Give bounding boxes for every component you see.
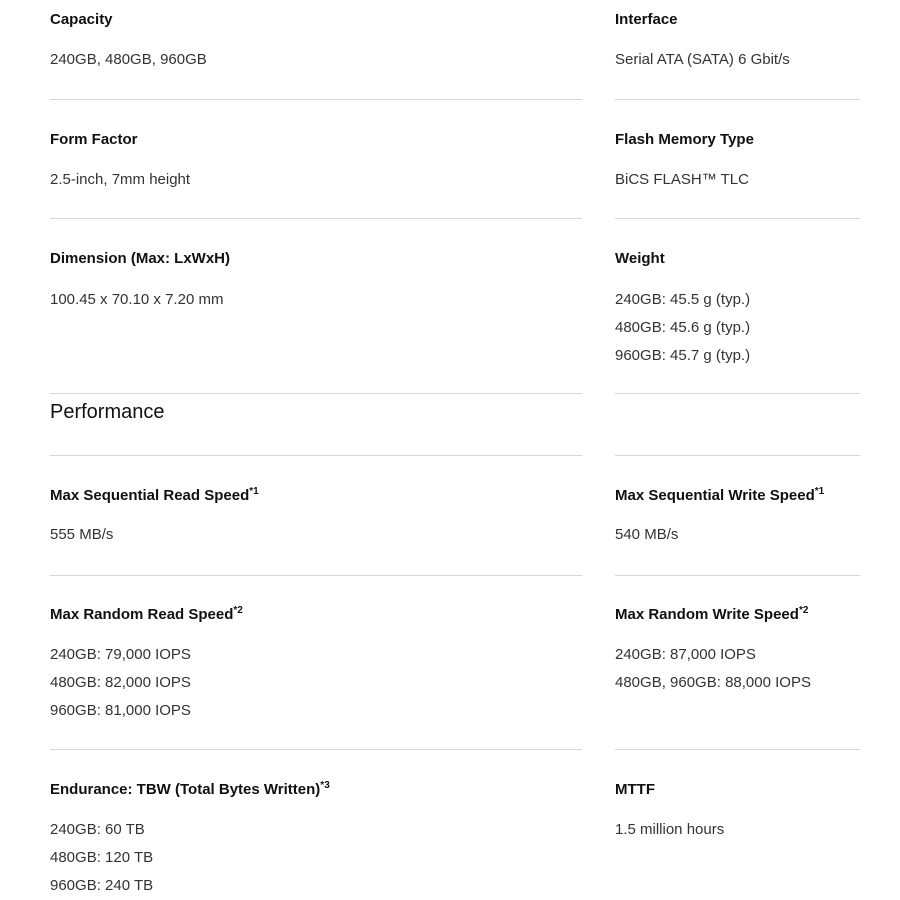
spec-label-random-read: Max Random Read Speed$^{*2}$ — [50, 605, 243, 623]
footnote-marker: *3 — [320, 780, 330, 791]
divider — [615, 218, 860, 219]
spec-value-endurance-960: 960GB: 240 TB — [50, 877, 154, 894]
spec-label-weight: Weight — [615, 250, 665, 267]
spec-label-seq-write: Max Sequential Write Speed$^{*1}$ — [615, 486, 825, 504]
spec-label-seq-read: Max Sequential Read Speed$^{*1}$ — [50, 486, 259, 504]
spec-value-random-read-960: 960GB: 81,000 IOPS — [50, 702, 191, 719]
spec-label-endurance: Endurance: TBW (Total Bytes Written)$^{*3}$ — [50, 780, 330, 798]
spec-label-form-factor: Form Factor — [50, 131, 138, 148]
spec-value-random-read-240: 240GB: 79,000 IOPS — [50, 646, 191, 663]
spec-label-flash-memory-type: Flash Memory Type — [615, 131, 754, 148]
spec-value-random-write-240: 240GB: 87,000 IOPS — [615, 646, 756, 663]
spec-label-random-write: Max Random Write Speed$^{*2}$ — [615, 605, 809, 623]
spec-label-interface: Interface — [615, 11, 678, 28]
divider — [50, 749, 582, 750]
spec-value-weight-240: 240GB: 45.5 g (typ.) — [615, 291, 751, 308]
spec-value-capacity: 240GB, 480GB, 960GB — [50, 51, 207, 68]
spec-value-seq-read: 555 MB/s — [50, 526, 114, 543]
spec-value-flash-memory-type: BiCS FLASH™ TLC — [615, 171, 749, 188]
footnote-marker: *1 — [249, 486, 259, 497]
divider — [50, 393, 582, 394]
spec-value-interface: Serial ATA (SATA) 6 Gbit/s — [615, 51, 790, 68]
spec-value-endurance-240: 240GB: 60 TB — [50, 821, 145, 838]
divider — [50, 218, 582, 219]
spec-label-capacity: Capacity — [50, 11, 113, 28]
footnote-marker: *2 — [233, 605, 243, 616]
divider — [50, 99, 582, 100]
divider — [615, 99, 860, 100]
spec-value-seq-write: 540 MB/s — [615, 526, 679, 543]
footnote-marker: *2 — [798, 605, 809, 616]
section-heading-performance: Performance — [50, 401, 165, 423]
spec-value-random-read-480: 480GB: 82,000 IOPS — [50, 674, 191, 691]
spec-value-random-write-480-960: 480GB, 960GB: 88,000 IOPS — [615, 674, 811, 691]
spec-value-endurance-480: 480GB: 120 TB — [50, 849, 154, 866]
spec-value-dimension: 100.45 x 70.10 x 7.20 mm — [50, 291, 224, 308]
footnote-marker: *1 — [814, 486, 825, 497]
spec-value-mttf: 1.5 million hours — [615, 821, 725, 838]
spec-value-weight-960: 960GB: 45.7 g (typ.) — [615, 347, 751, 364]
spec-label-mttf: MTTF — [615, 781, 655, 798]
divider — [50, 455, 582, 456]
divider — [615, 393, 860, 394]
spec-value-weight-480: 480GB: 45.6 g (typ.) — [615, 319, 751, 336]
divider — [50, 575, 582, 576]
spec-label-dimension: Dimension (Max: LxWxH) — [50, 250, 231, 267]
divider — [615, 575, 860, 576]
spec-value-form-factor: 2.5-inch, 7mm height — [50, 171, 191, 188]
divider — [615, 749, 860, 750]
divider — [615, 455, 860, 456]
